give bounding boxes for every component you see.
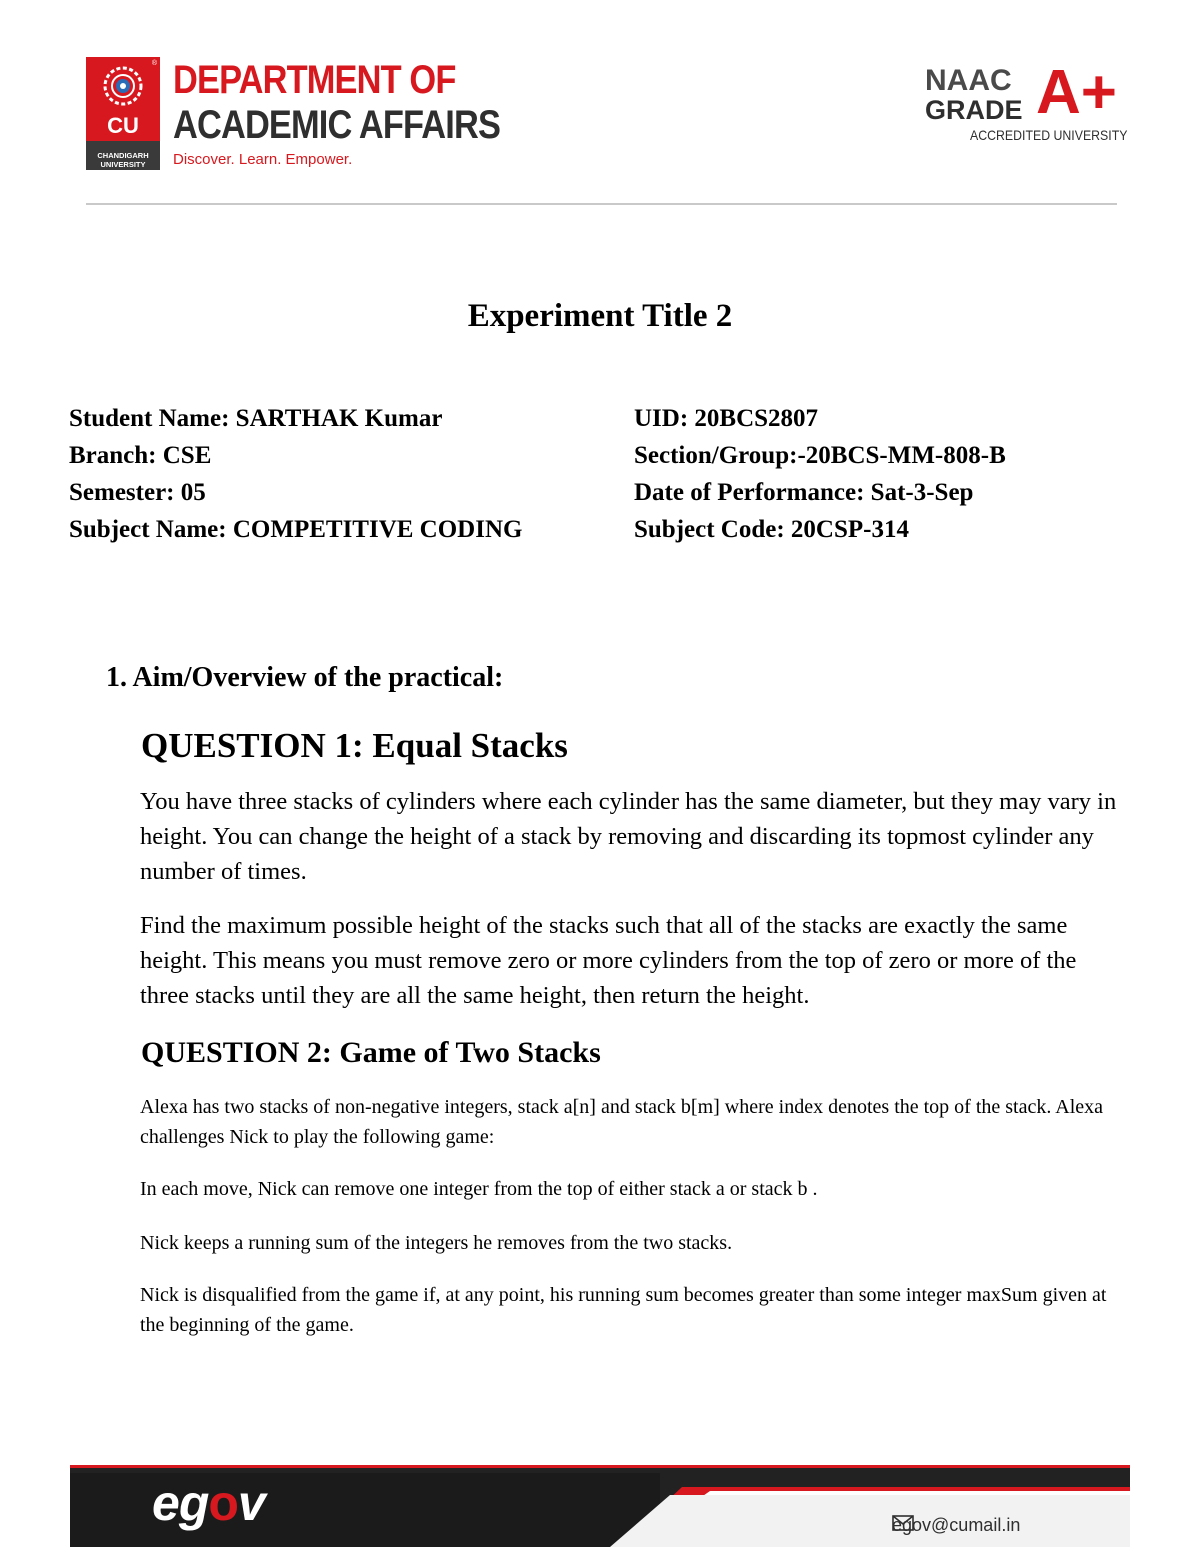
- subject-name: Subject Name: COMPETITIVE CODING: [69, 516, 523, 543]
- question-2-paragraph-2: In each move, Nick can remove one integer from the top of either stack a or stack b .: [140, 1178, 818, 1200]
- university-emblem-icon: [100, 63, 146, 109]
- department-title-line2: ACADEMIC AFFAIRS: [173, 103, 501, 147]
- department-title-line1: DEPARTMENT OF: [173, 58, 456, 102]
- student-section: Section/Group:-20BCS-MM-808-B: [634, 442, 1006, 469]
- footer-email[interactable]: [892, 1515, 1020, 1536]
- logo-letters: CU: [107, 113, 139, 138]
- student-semester: Semester: 05: [69, 479, 206, 506]
- footer-banner: [70, 1465, 1130, 1547]
- egov-logo: [152, 1477, 265, 1529]
- question-1-title: QUESTION 1: Equal Stacks: [141, 726, 568, 765]
- logo-university-name: [86, 141, 160, 170]
- question-2-title: QUESTION 2: Game of Two Stacks: [141, 1036, 601, 1069]
- egov-logo-e: e: [152, 1475, 179, 1531]
- performance-date: Date of Performance: Sat-3-Sep: [634, 479, 974, 506]
- subject-code: Subject Code: 20CSP-314: [634, 516, 909, 543]
- egov-logo-o: o: [208, 1475, 238, 1531]
- grade-label: GRADE: [925, 95, 1023, 125]
- student-branch: Branch: CSE: [69, 442, 212, 469]
- footer-email-text: egov@cumail.in: [892, 1515, 1021, 1535]
- student-uid: UID: 20BCS2807: [634, 405, 819, 432]
- question-2-paragraph-4: Nick is disqualified from the game if, at any point, his running sum becomes greater than some integer maxSum given at the beginning of the game.: [140, 1284, 1107, 1336]
- logo-name-line2: UNIVERSITY: [100, 160, 146, 169]
- header-divider: [86, 203, 1117, 205]
- aim-heading: 1. Aim/Overview of the practical:: [106, 662, 504, 693]
- grade-mark: A+: [1036, 58, 1117, 127]
- question-1-paragraph-2: Find the maximum possible height of the stacks such that all of the stacks are exactly the same height. This means you must remove zero or more cylinders from the top of zero or more of the three stacks until they are all the same height, then return the height.: [140, 912, 1077, 1009]
- question-2-paragraph-3: Nick keeps a running sum of the integers he removes from the two stacks.: [140, 1232, 733, 1254]
- student-name: Student Name: SARTHAK Kumar: [69, 405, 443, 432]
- chandigarh-university-logo: [86, 57, 160, 170]
- egov-logo-v: v: [237, 1475, 265, 1531]
- question-1-paragraph-1: You have three stacks of cylinders where each cylinder has the same diameter, but they may vary in height. You can change the height of a stack by removing and discarding its topmost cylinder any number of times.: [140, 788, 1117, 885]
- logo-name-line1: CHANDIGARH: [97, 151, 149, 160]
- tagline: Discover. Learn. Empower.: [173, 151, 353, 168]
- question-2-paragraph-1: Alexa has two stacks of non-negative integers, stack a[n] and stack b[m] where index denotes the top of the stack. Alexa challenges Nick to play the following game:: [140, 1096, 1104, 1148]
- experiment-title: Experiment Title 2: [467, 298, 733, 334]
- naac-label: NAAC: [925, 64, 1012, 97]
- registered-mark: ®: [151, 60, 157, 67]
- accredited-label: ACCREDITED UNIVERSITY: [970, 127, 1128, 143]
- mail-icon: [892, 1515, 914, 1531]
- egov-logo-g: g: [178, 1475, 209, 1531]
